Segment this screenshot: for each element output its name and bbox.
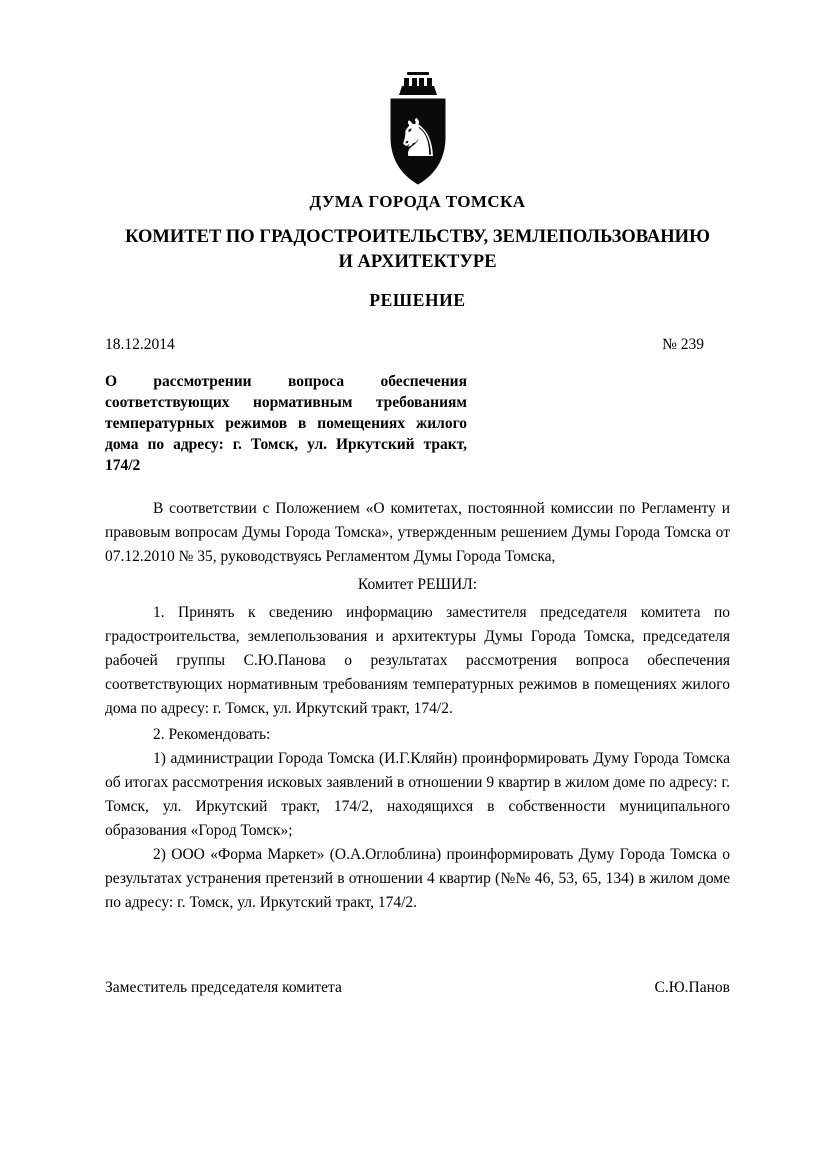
signer-position: Заместитель председателя комитета (105, 978, 342, 996)
document-date: 18.12.2014 (105, 335, 175, 353)
document-subject: О рассмотрении вопроса обеспечения соответствующих нормативным требованиям температурных режимов в помещениях жилого дома по адресу: г. Томск, ул. Иркутский тракт, 174/2 (105, 372, 467, 474)
resolution-item-2-sub-1: 1) администрации Города Томска (И.Г.Кляйн) проинформировать Думу Города Томска об итогах рассмотрения исковых заявлений в отношении 9 квартир в жилом доме по адресу: г. Томск, ул. Иркутский тракт, 174/2, находящихся в собственности муниципального образования «Город Томск»; (105, 749, 730, 839)
meta-row (105, 336, 730, 354)
tomsk-coat-of-arms-icon (381, 70, 455, 188)
signer-name: С.Ю.Панов (654, 978, 730, 996)
resolution-item-1: 1. Принять к сведению информацию заместителя председателя комитета по градостроительства, землепользования и архитектуры Думы Города Томска, председателя рабочей группы С.Ю.Панова о результатах рассмотрения вопроса обеспечения соответствующих нормативным требованиям температурных режимов в помещениях жилого дома по адресу: г. Томск, ул. Иркутский тракт, 174/2. (105, 603, 730, 717)
resolution-item-2-sub-2: 2) ООО «Форма Маркет» (О.А.Оглоблина) проинформировать Думу Города Томска о результатах устранения претензий в отношении 4 квартир (№№ 46, 53, 65, 134) в жилом доме по адресу: г. Томск, ул. Иркутский тракт, 174/2. (105, 845, 730, 911)
emblem-container (105, 70, 730, 188)
intro-paragraph: В соответствии с Положением «О комитетах, постоянной комиссии по Регламенту и правовым вопросам Думы Города Томска», утвержденным решением Думы Города Томска от 07.12.2010 № 35, руководствуясь Регламентом Думы Города Томска, (105, 499, 730, 565)
resolution-item-2: 2. Рекомендовать: (153, 725, 271, 743)
document-type-heading: РЕШЕНИЕ (369, 289, 466, 310)
organization-title: ДУМА ГОРОДА ТОМСКА (309, 192, 526, 211)
signature-row (105, 979, 730, 997)
committee-title-line2: И АРХИТЕКТУРЕ (338, 251, 497, 272)
resolution-heading: Комитет РЕШИЛ: (357, 575, 478, 593)
committee-title (105, 225, 730, 275)
document-number: № 239 (662, 335, 704, 353)
svg-text:♞: ♞ (394, 109, 441, 169)
committee-title-line1: КОМИТЕТ ПО ГРАДОСТРОИТЕЛЬСТВУ, ЗЕМЛЕПОЛЬЗОВАНИЮ (125, 227, 710, 247)
